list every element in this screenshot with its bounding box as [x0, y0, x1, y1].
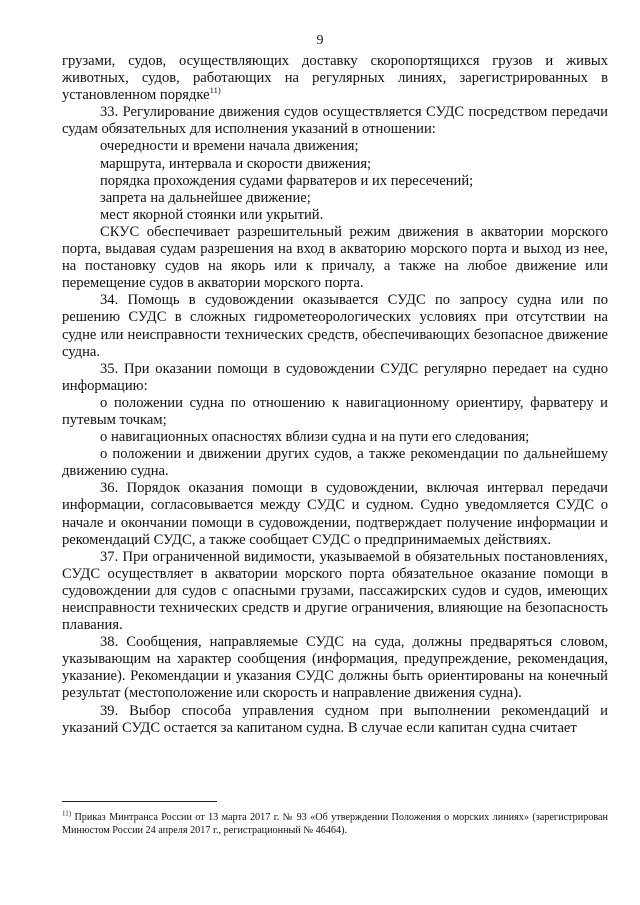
footnote-marker: 11) — [62, 809, 72, 818]
paragraph-item-33: 33. Регулирование движения судов осуществляется СУДС посредством передачи судам обязательных для исполнения указаний в отношении: — [62, 104, 608, 138]
list-item: порядка прохождения судами фарватеров и их пересечений; — [100, 172, 474, 189]
paragraph-item-37: 37. При ограниченной видимости, указываемой в обязательных постановлениях, СУДС осуществляет в акватории морского порта обязательное оказание помощи в судовождении для судов с опасными грузами, пассажирских судов и судов, имеющих неисправности технических средств и другие ограничения, влияющие на безопасность плавания. — [62, 548, 608, 634]
list-item: о положении судна по отношению к навигационному ориентиру, фарватеру и путевым точкам; — [62, 394, 608, 428]
body-text — [62, 53, 608, 737]
footnote — [62, 811, 608, 837]
paragraph-item-39: 39. Выбор способа управления судном при выполнении рекомендаций и указаний СУДС остается за капитаном судна. В случае если капитан судна считает — [62, 702, 608, 736]
paragraph-item-38: 38. Сообщения, направляемые СУДС на суда, должны предваряться словом, указывающим на характер сообщения (информация, предупреждение, рекомендация, указание). Рекомендации и указания СУДС должны быть ориентированы на конечный результат (местоположение или скорость и направление движения судна). — [62, 634, 608, 702]
paragraph-item-35: 35. При оказании помощи в судовождении СУДС регулярно передает на судно информацию: — [62, 360, 608, 394]
page-number: 9 — [316, 33, 324, 48]
list-item: очередности и времени начала движения; — [100, 138, 359, 155]
list-item: запрета на дальнейшее движение; — [100, 189, 311, 206]
paragraph-text: грузами, судов, осуществляющих доставку скоропортящихся грузов и живых животных, судов, работающих на регулярных линиях, зарегистрированных в установленном порядке — [62, 53, 608, 104]
list-item: о положении и движении других судов, а также рекомендации по дальнейшему движению судна. — [62, 446, 608, 480]
footnote-reference: 11) — [209, 85, 221, 96]
paragraph-item-34: 34. Помощь в судовождении оказывается СУДС по запросу судна или по решению СУДС в сложных гидрометеорологических условиях при отсутствии на судне или неисправности технических средств, обеспечивающих безопасное движение судна. — [62, 292, 608, 360]
footnote-text: Приказ Минтранса России от 13 марта 2017 г. № 93 «Об утверждении Положения о морских линиях» (зарегистрирован Минюстом России 24 апреля 2017 г., регистрационный № 46464). — [62, 812, 608, 836]
footnote-divider — [62, 801, 217, 802]
list-item: маршрута, интервала и скорости движения; — [100, 155, 372, 172]
list-item: о навигационных опасностях вблизи судна и на пути его следования; — [100, 429, 530, 446]
list-item: мест якорной стоянки или укрытий. — [100, 206, 324, 223]
paragraph-skus: СКУС обеспечивает разрешительный режим движения в акватории морского порта, выдавая судам разрешения на вход в акваторию морского порта и выход из нее, на постановку судов на якорь или к причалу, а также на любое движение или перемещение судов в акватории морского порта. — [62, 223, 608, 292]
paragraph-item-36: 36. Порядок оказания помощи в судовождении, включая интервал передачи информации, согласовывается между СУДС и судном. Судно уведомляется СУДС о начале и окончании помощи в судовождении, подтверждает получение информации и рекомендаций СУДС, а также сообщает СУДС о предпринимаемых действиях. — [62, 480, 608, 548]
paragraph-continuation — [62, 53, 608, 104]
